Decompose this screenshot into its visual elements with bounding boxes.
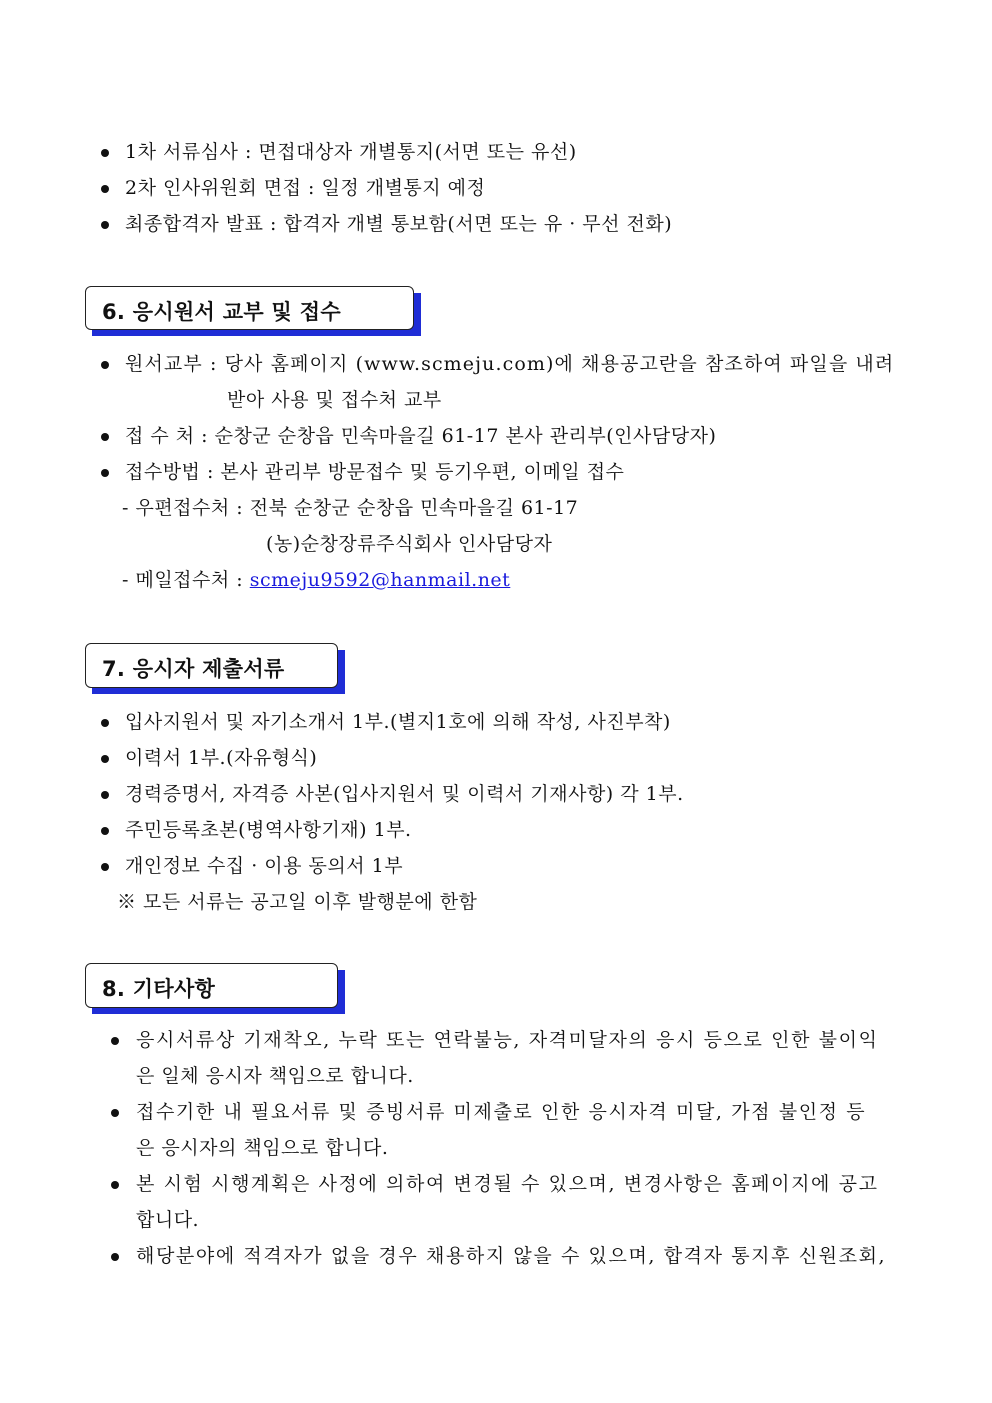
heading-box	[85, 286, 414, 330]
section-title: 7. 응시자 제출서류	[102, 657, 285, 681]
list-item-continuation: 받아 사용 및 접수처 교부	[227, 389, 442, 411]
section-heading-6	[85, 286, 421, 336]
list-item: 개인정보 수집 · 이용 동의서 1부	[125, 855, 404, 877]
heading-box	[85, 963, 338, 1008]
list-item: 경력증명서, 자격증 사본(입사지원서 및 이력서 기재사항) 각 1부.	[125, 783, 684, 805]
bullet-icon	[111, 1109, 119, 1117]
bullet-icon	[101, 863, 109, 871]
bullet-icon	[101, 469, 109, 477]
list-item: 응시서류상 기재착오, 누락 또는 연락불능, 자격미달자의 응시 등으로 인한 불이익	[136, 1029, 879, 1051]
list-item-continuation: 은 응시자의 책임으로 합니다.	[136, 1137, 389, 1159]
section-heading-8	[85, 963, 345, 1014]
list-item: 주민등록초본(병역사항기재) 1부.	[125, 819, 412, 841]
list-item: 2차 인사위원회 면접 : 일정 개별통지 예정	[125, 177, 486, 199]
list-item: 이력서 1부.(자유형식)	[125, 747, 318, 769]
bullet-icon	[101, 719, 109, 727]
email-link[interactable]: scmeju9592@hanmail.net	[249, 569, 511, 591]
list-item-continuation: 은 일체 응시자 책임으로 합니다.	[136, 1065, 414, 1087]
list-item: 최종합격자 발표 : 합격자 개별 통보함(서면 또는 유 · 무선 전화)	[125, 213, 673, 235]
mail-label: - 메일접수처 :	[122, 569, 250, 591]
bullet-icon	[101, 791, 109, 799]
section-title: 8. 기타사항	[102, 977, 216, 1001]
bullet-icon	[101, 433, 109, 441]
section-heading-7	[85, 643, 345, 694]
list-item: 해당분야에 적격자가 없을 경우 채용하지 않을 수 있으며, 합격자 통지후 신원조회,	[136, 1245, 887, 1267]
note-text: ※ 모든 서류는 공고일 이후 발행분에 한함	[117, 891, 478, 913]
list-item: 접 수 처 : 순창군 순창읍 민속마을길 61-17 본사 관리부(인사담당자)	[125, 425, 717, 447]
list-item: 접수기한 내 필요서류 및 증빙서류 미제출로 인한 응시자격 미달, 가점 불인정 등	[136, 1101, 867, 1123]
list-item: 접수방법 : 본사 관리부 방문접수 및 등기우편, 이메일 접수	[125, 461, 625, 483]
bullet-icon	[111, 1253, 119, 1261]
list-item: 1차 서류심사 : 면접대상자 개별통지(서면 또는 유선)	[125, 141, 577, 163]
bullet-icon	[111, 1037, 119, 1045]
list-item: 원서교부 : 당사 홈페이지 (www.scmeju.com)에 채용공고란을 참조하여 파일을 내려	[125, 353, 895, 375]
post-address-line: - 우편접수처 : 전북 순창군 순창읍 민속마을길 61-17	[122, 497, 579, 519]
bullet-icon	[101, 221, 109, 229]
section-title: 6. 응시원서 교부 및 접수	[102, 300, 341, 324]
list-item-continuation: 합니다.	[136, 1209, 200, 1231]
bullet-icon	[111, 1181, 119, 1189]
list-item: 입사지원서 및 자기소개서 1부.(별지1호에 의해 작성, 사진부착)	[125, 711, 671, 733]
bullet-icon	[101, 827, 109, 835]
bullet-icon	[101, 185, 109, 193]
bullet-icon	[101, 361, 109, 369]
bullet-icon	[101, 149, 109, 157]
heading-box	[85, 643, 338, 688]
post-address-line: (농)순창장류주식회사 인사담당자	[266, 533, 553, 555]
mail-line	[122, 568, 510, 592]
bullet-icon	[101, 755, 109, 763]
list-item: 본 시험 시행계획은 사정에 의하여 변경될 수 있으며, 변경사항은 홈페이지에 공고	[136, 1173, 879, 1195]
